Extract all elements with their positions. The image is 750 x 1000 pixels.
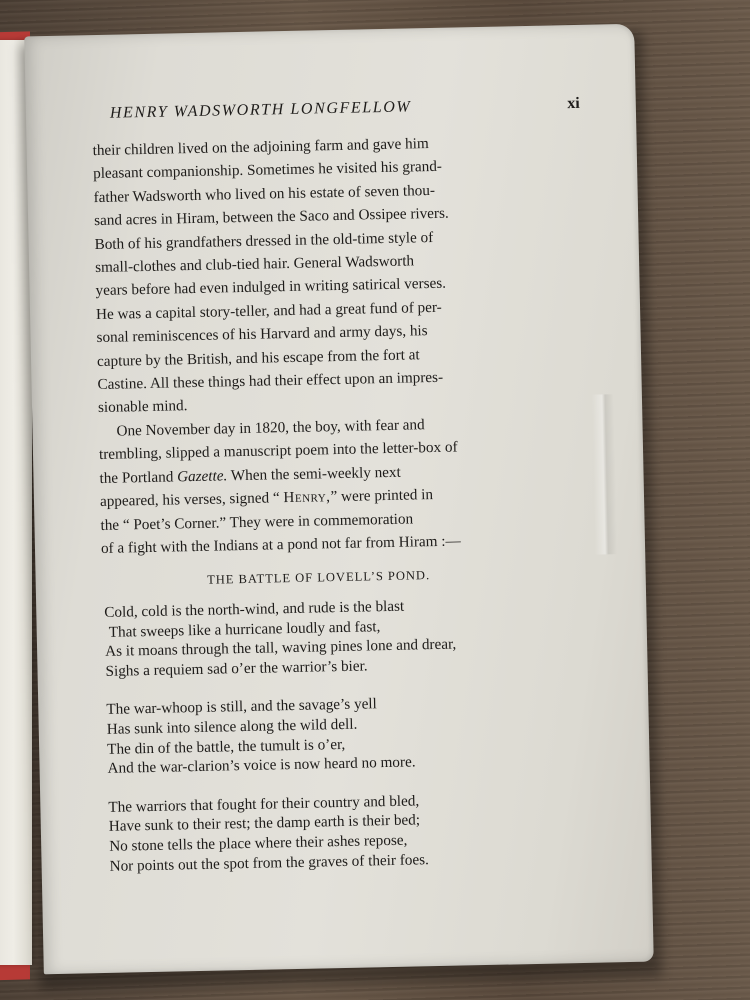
- poem: [104, 592, 630, 895]
- poem-line: And the war-clarion’s voice is now heard no more.: [107, 753, 416, 778]
- text-line: their children lived on the adjoining farm and gave him: [92, 135, 429, 160]
- text-line: of a fight with the Indians at a pond not far from Hiram :—: [100, 532, 461, 557]
- poem-line: That sweeps like a hurricane loudly and fast,: [108, 617, 381, 641]
- poem-line: The war-whoop is still, and the savage’s yell: [106, 695, 377, 719]
- text-line: pleasant companionship. Sometimes he visited his grand-: [92, 158, 443, 183]
- text-line: years before had even indulged in writing satirical verses.: [95, 275, 447, 300]
- poem-line: The din of the battle, the tumult is o’er,: [107, 735, 346, 758]
- book-page: [24, 24, 654, 975]
- poem-line: No stone tells the place where their ashes repose,: [109, 831, 408, 855]
- poem-line: Sighs a requiem sad o’er the warrior’s bier.: [105, 657, 368, 680]
- body-text: [92, 130, 535, 560]
- text-line: sonal reminiscences of his Harvard and army days, his: [96, 322, 428, 347]
- text-line: Both of his grandfathers dressed in the old-time style of: [94, 228, 434, 253]
- text-line: small-clothes and club-tied hair. General Wadsworth: [94, 252, 415, 277]
- smallcaps-signature: Henry,: [283, 488, 331, 507]
- text-line: sionable mind.: [97, 397, 188, 417]
- paper-wrinkle: [592, 394, 617, 554]
- poem-stanza-3: [108, 787, 630, 876]
- text-line: trembling, slipped a manuscript poem into the letter-box of: [98, 438, 458, 464]
- poem-line: The warriors that fought for their country and bled,: [108, 792, 420, 816]
- poem-stanza-2: [106, 689, 628, 778]
- text-line: He was a capital story-teller, and had a great fund of per-: [95, 298, 442, 323]
- text-line: Castine. All these things had their effect upon an impres-: [97, 368, 444, 394]
- text-line: father Wadsworth who lived on his estate of seven thou-: [93, 181, 436, 206]
- running-head-title: HENRY WADSWORTH LONGFELLOW: [109, 98, 412, 122]
- poem-line: As it moans through the tall, waving pines lone and drear,: [104, 635, 457, 661]
- text-line: One November day in 1820, the boy, with fear and: [116, 416, 425, 440]
- poem-line: Cold, cold is the north-wind, and rude is the blast: [104, 597, 405, 621]
- text-line: sand acres in Hiram, between the Saco and Ossipee rivers.: [93, 204, 449, 230]
- italic-title: Gazette.: [176, 467, 228, 486]
- text-fragment: When the semi-weekly next: [227, 463, 401, 485]
- text-line: the “ Poet’s Corner.” They were in commemoration: [100, 509, 414, 534]
- text-fragment: the Portland: [99, 468, 178, 487]
- poem-line: Have sunk to their rest; the damp earth is their bed;: [108, 811, 421, 836]
- text-line: capture by the British, and his escape from the fort at: [96, 345, 420, 370]
- text-fragment: ” were printed in: [330, 486, 434, 506]
- poem-line: Has sunk into silence along the wild dell.: [106, 715, 358, 738]
- page-number: xi: [567, 94, 580, 113]
- paragraph-1: [92, 130, 532, 420]
- running-head: [110, 95, 580, 123]
- paragraph-2: [98, 411, 535, 560]
- text-fragment: appeared, his verses, signed “: [99, 489, 284, 511]
- poem-stanza-1: [104, 592, 626, 681]
- poem-line: Nor points out the spot from the graves of their foes.: [109, 850, 430, 875]
- poem-title: THE BATTLE OF LOVELL’S POND.: [207, 568, 431, 587]
